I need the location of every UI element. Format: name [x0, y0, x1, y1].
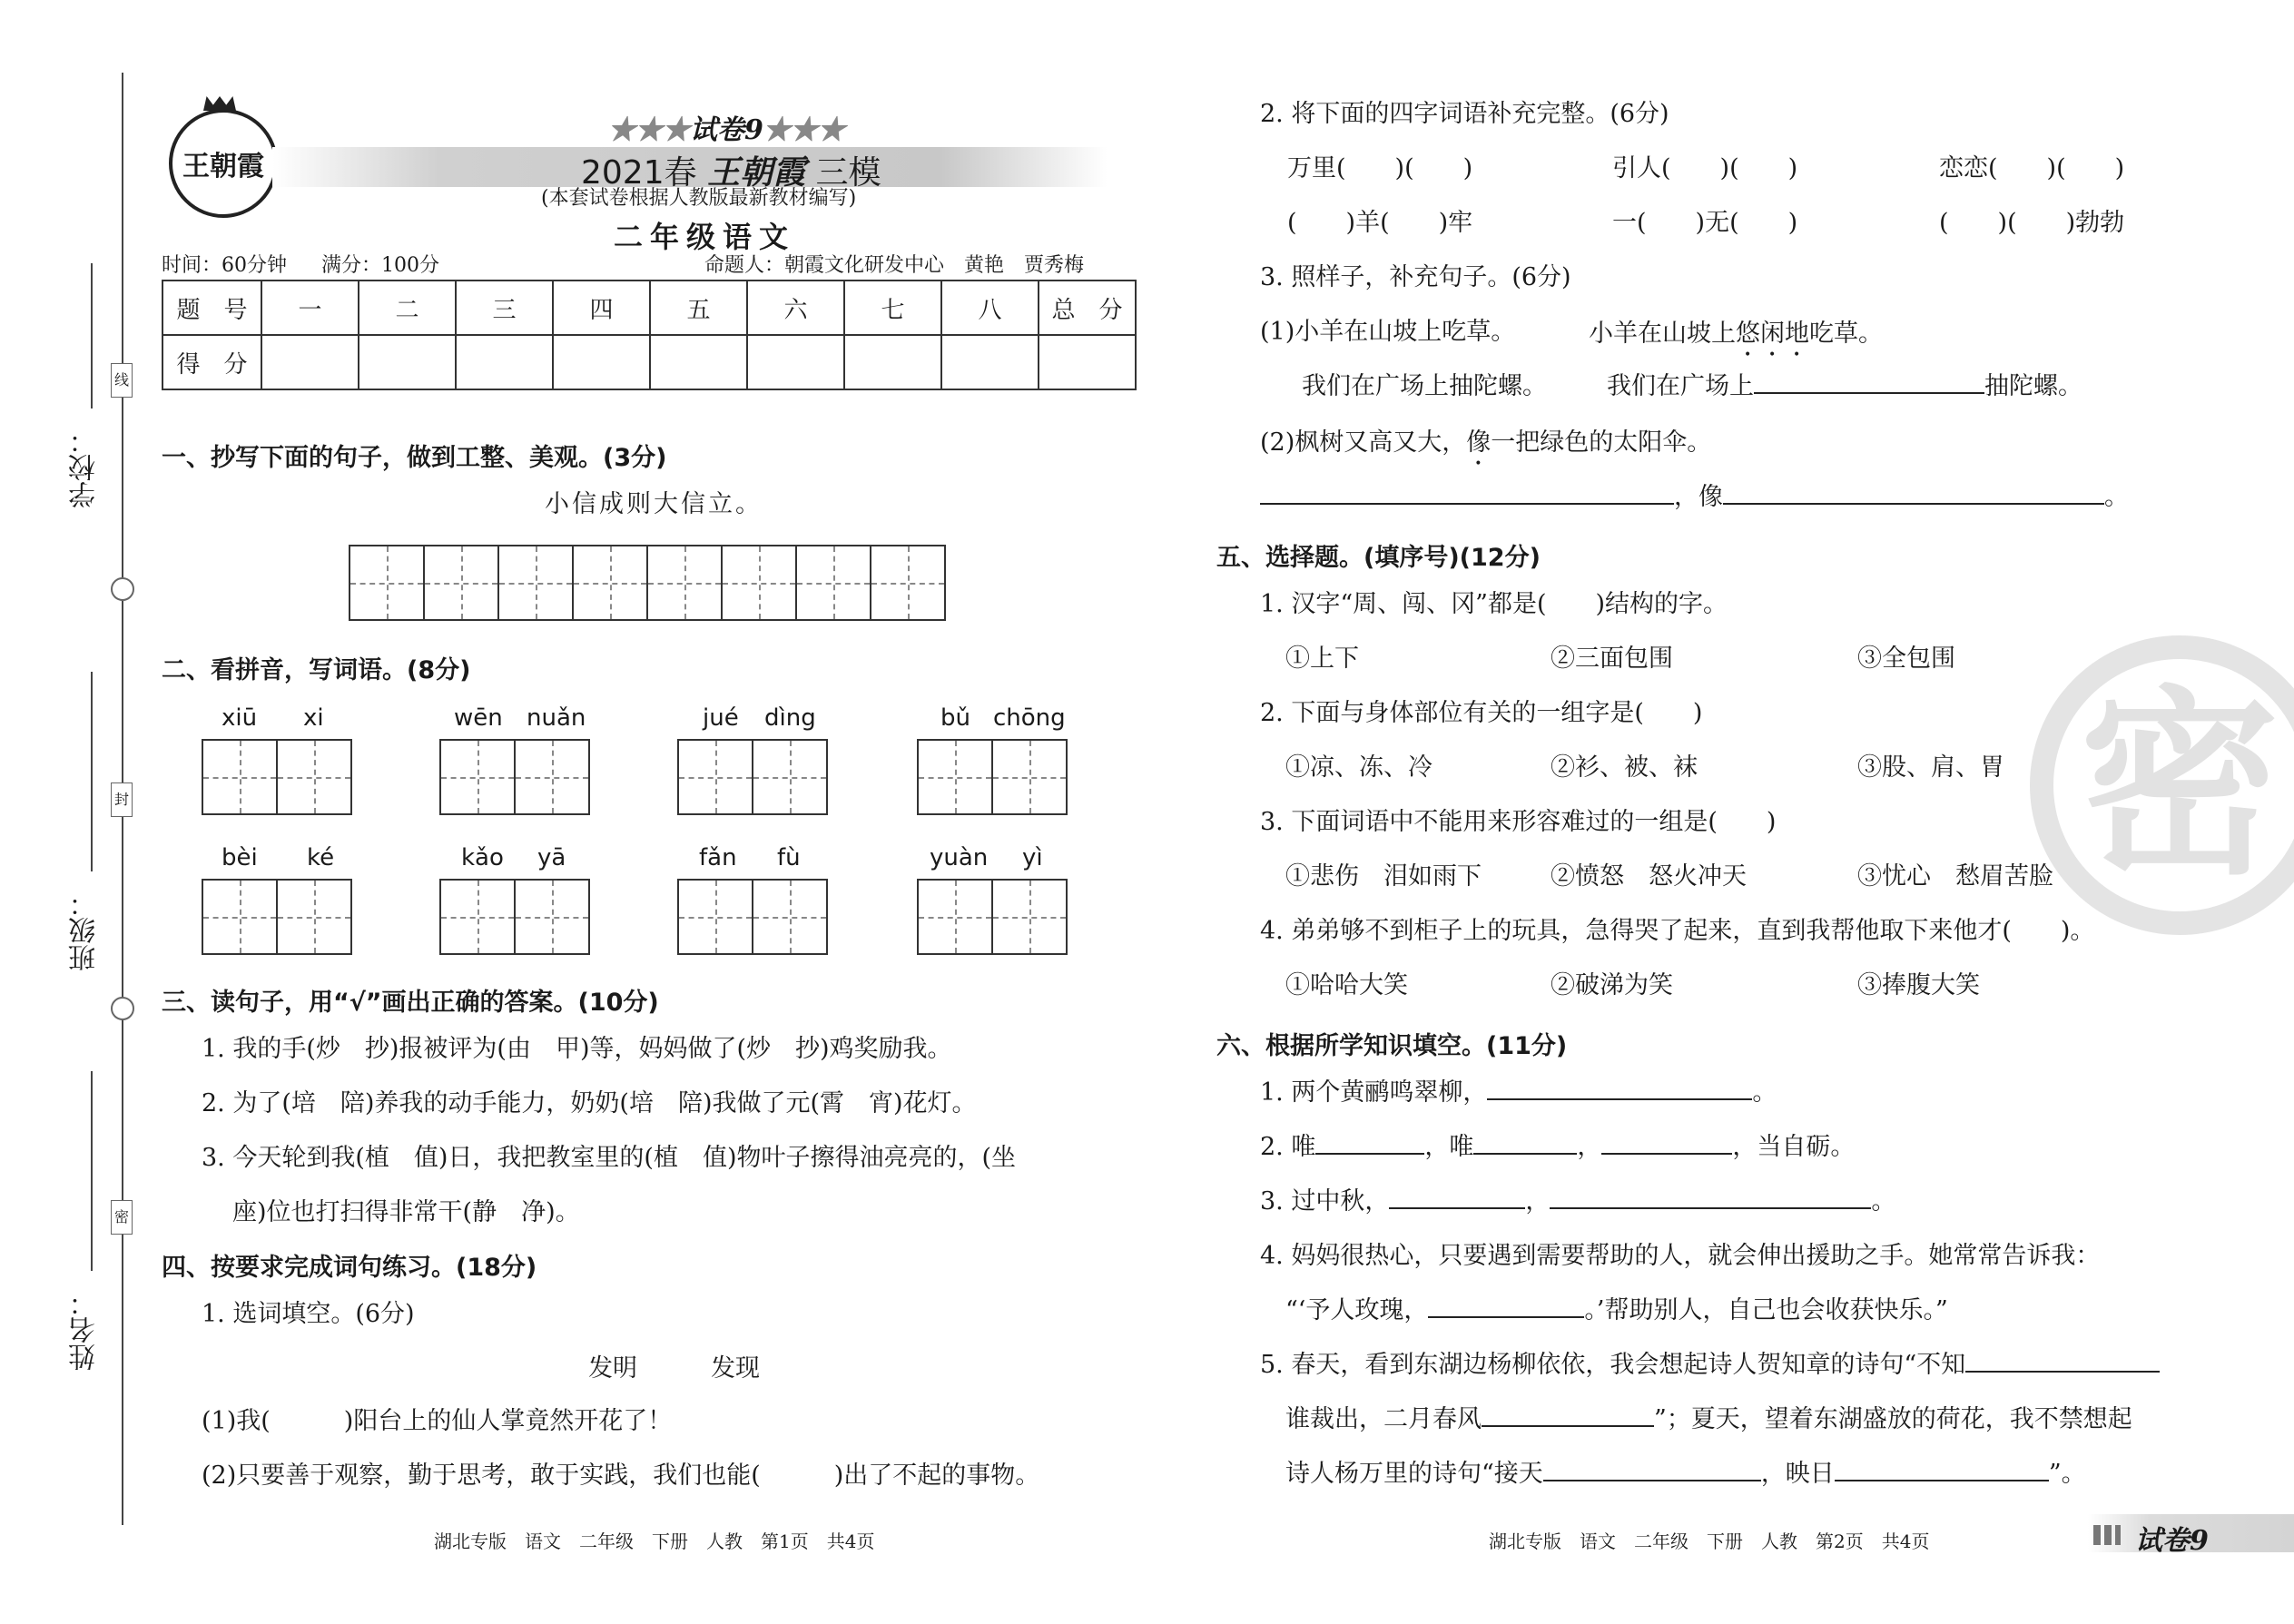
footer-badge-text: 试卷9 [2135, 1525, 2209, 1557]
footer-badge-squares [2093, 1525, 2121, 1545]
s5-q1-option[interactable]: ①上下 [1285, 645, 1359, 673]
pinyin-grid[interactable] [202, 739, 352, 815]
s5-q4-option[interactable]: ③捧腹大笑 [1857, 971, 1980, 999]
pinyin: dìng [764, 704, 816, 732]
s5-q4: 4. 弟弟够不到柜子上的玩具，急得哭了起来，直到我帮他取下来他才( )。 [1260, 917, 2095, 945]
name-label: 姓名： [69, 1289, 101, 1371]
example-2-fill: ，像 。 [1260, 485, 2129, 509]
score-header: 二 [359, 281, 456, 335]
s6-q3: 3. 过中秋， ， 。 [1260, 1187, 1896, 1216]
fill-blank[interactable] [1601, 1152, 1732, 1155]
pinyin: yì [1022, 844, 1043, 871]
idiom-5[interactable]: 一( )无( ) [1612, 209, 1798, 237]
footer-right: 湖北专版 语文 二年级 下册 人教 第2页 共4页 [1489, 1530, 1930, 1552]
pinyin: bǔ [940, 704, 970, 732]
grade-subject: 二年级语文 [614, 220, 796, 254]
score-cell[interactable] [456, 335, 553, 389]
score-header: 五 [650, 281, 747, 335]
idiom-4[interactable]: ( )羊( )牢 [1287, 209, 1473, 237]
pinyin: xiū [222, 704, 258, 732]
star-icons: ★★★ [608, 114, 690, 146]
seal-box-2: 封 [111, 782, 133, 817]
example-1-b: 小羊在山坡上悠闲地吃草。 [1589, 320, 1883, 348]
section-6-title: 六、根据所学知识填空。(11分) [1216, 1032, 1568, 1060]
score-header: 三 [456, 281, 553, 335]
score-cell[interactable] [747, 335, 844, 389]
pinyin-grid[interactable] [917, 739, 1068, 815]
emphasis-dots: 悠闲地 [1736, 320, 1809, 348]
s6-q4: 4. 妈妈很热心，只要遇到需要帮助的人，就会伸出援助之手。她常常告诉我： [1260, 1242, 2101, 1270]
s3-question-1[interactable]: 1. 我的手(炒 抄)报被评为(由 甲)等，妈妈做了(炒 抄)鸡奖励我。 [202, 1035, 952, 1063]
pinyin: kǎo [461, 844, 504, 871]
s4-q1a[interactable]: (1)我( )阳台上的仙人掌竟然开花了！ [202, 1407, 673, 1435]
pinyin: yuàn [930, 844, 989, 871]
section-3-title: 三、读句子，用“√”画出正确的答案。(10分) [162, 989, 659, 1017]
fill-blank[interactable] [1754, 391, 1984, 394]
s5-q3: 3. 下面词语中不能用来形容难过的一组是( ) [1260, 808, 1777, 836]
s3-question-3[interactable]: 3. 今天轮到我(植 值)日，我把教室里的(植 值)物叶子擦得油亮亮的，(坐 [202, 1144, 1017, 1172]
copy-sentence: 小信成则大信立。 [545, 490, 763, 518]
score-header: 一 [261, 281, 359, 335]
fill-blank[interactable] [1389, 1206, 1525, 1209]
star-icons: ★★★ [763, 114, 845, 146]
punch-hole-icon [111, 577, 134, 601]
watermark-text: 密 [2079, 669, 2279, 901]
score-cell[interactable] [261, 335, 359, 389]
s5-q1: 1. 汉字“周、闯、冈”都是( )结构的字。 [1260, 590, 1728, 618]
s4-q3: 3. 照样子，补充句子。(6分) [1260, 263, 1571, 291]
pinyin: chōng [993, 704, 1066, 732]
copy-writing-grid[interactable] [349, 545, 946, 621]
fill-blank[interactable] [1723, 502, 2104, 505]
s4-q1: 1. 选词填空。(6分) [202, 1300, 415, 1328]
emphasis-dots: 像 [1466, 428, 1492, 457]
s6-q5: 5. 春天，看到东湖边杨柳依依，我会想起诗人贺知章的诗句“不知 [1260, 1353, 2160, 1377]
example-1-c: 我们在广场上抽陀螺。 [1302, 372, 1547, 400]
section-1-title: 一、抄写下面的句子，做到工整、美观。(3分) [162, 444, 667, 472]
score-cell[interactable] [844, 335, 941, 389]
section-2-title: 二、看拼音，写词语。(8分) [162, 656, 471, 684]
idiom-2[interactable]: 引人( )( ) [1612, 154, 1798, 182]
score-table [162, 280, 1137, 390]
s5-q4-option[interactable]: ②破涕为笑 [1551, 971, 1673, 999]
score-header: 八 [941, 281, 1039, 335]
pinyin: nuǎn [527, 704, 586, 732]
score-cell[interactable] [359, 335, 456, 389]
example-1-a: (1)小羊在山坡上吃草。 [1260, 318, 1516, 346]
fill-blank[interactable] [1543, 1479, 1761, 1481]
score-header: 六 [747, 281, 844, 335]
seal-box-3: 密 [111, 1200, 133, 1235]
s5-q1-option[interactable]: ③全包围 [1857, 645, 1955, 673]
score-cell[interactable] [1039, 335, 1136, 389]
idiom-1[interactable]: 万里( )( ) [1287, 154, 1473, 182]
school-line [91, 263, 93, 408]
score-header: 四 [553, 281, 650, 335]
pinyin: jué [703, 704, 739, 732]
score-cell[interactable] [650, 335, 747, 389]
footer-left: 湖北专版 语文 二年级 下册 人教 第1页 共4页 [434, 1530, 875, 1552]
score-header: 总 分 [1039, 281, 1136, 335]
score-cell[interactable] [941, 335, 1039, 389]
s6-q2: 2. 唯 ，唯 ， ，当自砺。 [1260, 1133, 1856, 1161]
s5-q3-option[interactable]: ①悲伤 泪如雨下 [1285, 862, 1482, 891]
example-2: (2)枫树又高又大，像一把绿色的太阳伞。 [1260, 428, 1712, 457]
subtitle: (本套试卷根据人教版最新教材编写) [541, 187, 857, 210]
idiom-3[interactable]: 恋恋( )( ) [1939, 154, 2125, 182]
fill-blank[interactable] [1487, 1097, 1752, 1100]
name-line [91, 1071, 93, 1271]
paper-label: ★★★试卷9★★★ [608, 114, 845, 146]
score-header-row [162, 281, 1136, 335]
watermark-seal [2030, 635, 2294, 935]
fill-blank[interactable] [1260, 502, 1674, 505]
pinyin: fù [777, 844, 801, 871]
s6-q5-line2: 谁裁出，二月春风 ”；夏天，望着东湖盛放的荷花，我不禁想起 [1285, 1405, 2132, 1433]
word-choices: 发明 发现 [588, 1354, 760, 1383]
pinyin-grid[interactable] [677, 739, 828, 815]
score-header: 七 [844, 281, 941, 335]
fill-blank[interactable] [1965, 1370, 2160, 1373]
fill-blank[interactable] [1428, 1315, 1584, 1318]
s5-q2-option[interactable]: ②衫、被、袜 [1551, 753, 1698, 782]
fill-blank[interactable] [1835, 1479, 2049, 1481]
score-header: 题 号 [162, 281, 261, 335]
s5-q3-option[interactable]: ②愤怒 怒火冲天 [1551, 862, 1747, 891]
logo [169, 109, 278, 218]
score-cell[interactable] [553, 335, 650, 389]
seal-box-1: 线 [111, 363, 133, 398]
fill-blank[interactable] [1550, 1206, 1871, 1209]
s4-q1b[interactable]: (2)只要善于观察，勤于思考，敢于实践，我们也能( )出了不起的事物。 [202, 1462, 1040, 1490]
section-5-title: 五、选择题。(填序号)(12分) [1216, 544, 1541, 572]
pinyin: wēn [454, 704, 503, 732]
pinyin: yā [537, 844, 566, 871]
s6-q1: 1. 两个黄鹂鸣翠柳， 。 [1260, 1078, 1777, 1107]
exam-time: 时间：60分钟 [162, 254, 287, 277]
s3-question-3-cont[interactable]: 座)位也打扫得非常干(静 净)。 [232, 1198, 580, 1226]
s6-q4-fill: “‘予人玫瑰， 。’帮助别人，自己也会收获快乐。” [1285, 1296, 1948, 1324]
pinyin-grid[interactable] [439, 739, 590, 815]
idiom-6[interactable]: ( )( )勃勃 [1939, 209, 2125, 237]
score-row-label: 得 分 [162, 335, 261, 389]
authors: 命题人：朝霞文化研发中心 黄艳 贾秀梅 [704, 254, 1085, 277]
logo-crown-icon [203, 96, 236, 111]
pinyin-grid[interactable] [202, 879, 352, 955]
class-line [91, 672, 93, 871]
pinyin: fǎn [699, 844, 737, 871]
s3-question-2[interactable]: 2. 为了(培 陪)养我的动手能力，奶奶(培 陪)我做了元(霄 宵)花灯。 [202, 1089, 977, 1117]
s5-q3-option[interactable]: ③忧心 愁眉苦脸 [1857, 862, 2053, 891]
class-label: 班级： [69, 890, 101, 971]
s5-q1-option[interactable]: ②三面包围 [1551, 645, 1673, 673]
pinyin: bèi [222, 844, 258, 871]
fill-blank[interactable] [1473, 1152, 1577, 1155]
s5-q4-option[interactable]: ①哈哈大笑 [1285, 971, 1408, 999]
exam-title: 2021春 王朝霞 三模 [581, 153, 881, 192]
pinyin-grid[interactable] [917, 879, 1068, 955]
score-row [162, 335, 1136, 389]
pinyin-grid[interactable] [677, 879, 828, 955]
fill-blank[interactable] [1315, 1152, 1424, 1155]
pinyin-grid[interactable] [439, 879, 590, 955]
s6-q5-line3: 诗人杨万里的诗句“接天 ，映日 ”。 [1285, 1460, 2086, 1488]
pinyin: ké [307, 844, 335, 871]
example-1-d: 我们在广场上 抽陀螺。 [1607, 372, 2082, 400]
punch-hole-icon [111, 997, 134, 1020]
s5-q2-option[interactable]: ③股、肩、胃 [1857, 753, 2004, 782]
full-score: 满分：100分 [321, 254, 439, 277]
school-label: 学校： [69, 427, 101, 508]
fill-blank[interactable] [1482, 1424, 1654, 1427]
section-4-title: 四、按要求完成词句练习。(18分) [162, 1254, 537, 1282]
s5-q2-option[interactable]: ①凉、冻、冷 [1285, 753, 1433, 782]
logo-text: 王朝霞 [182, 151, 264, 182]
pinyin: xi [303, 704, 324, 732]
s4-q2: 2. 将下面的四字词语补充完整。(6分) [1260, 100, 1669, 128]
s5-q2: 2. 下面与身体部位有关的一组字是( ) [1260, 699, 1703, 727]
